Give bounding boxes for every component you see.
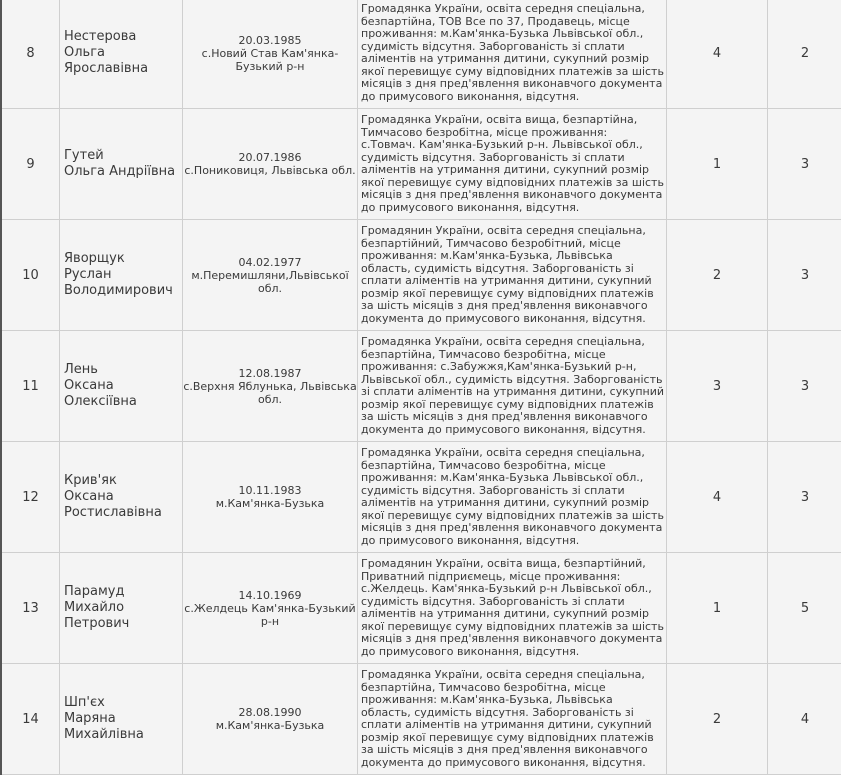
birth-place: с.Желдець Кам'янка-Бузький р-н	[184, 601, 356, 628]
candidate-first-name: Руслан	[64, 267, 112, 282]
birth-date: 12.08.1987	[238, 366, 302, 380]
birth-cell	[183, 553, 358, 664]
value-b: 4	[768, 664, 841, 775]
value-b: 3	[768, 331, 841, 442]
candidate-info: Громадянка України, освіта вища, безпартійна, Тимчасово безробітна, місце проживання: с.Товмач. Кам'янка-Бузький р-н. Львівської обл., судимість відсутня. Заборгованість зі сплати аліментів на утримання дитини, сукупний розмір якої перевищує суму відповідних платежів за шість місяців з дня пред'явлення виконавчого документа до примусового виконання, відсутня.	[358, 109, 667, 220]
candidate-info: Громадянка України, освіта середня спеціальна, безпартійна, ТОВ Все по 37, Продавець, місце проживання: м.Кам'янка-Бузька Львівської обл., судимість відсутня. Заборгованість зі сплати аліментів на утримання дитини, сукупний розмір якої перевищує суму відповідних платежів за шість місяців з дня пред'явлення виконавчого документа до примусового виконання, відсутня.	[358, 0, 667, 109]
value-a: 3	[667, 331, 768, 442]
candidate-patronymic: Володимирович	[64, 283, 173, 298]
birth-date: 14.10.1969	[238, 588, 302, 602]
candidate-surname: Гутей	[64, 148, 104, 163]
candidate-patronymic: Михайлівна	[64, 727, 144, 742]
birth-cell	[183, 331, 358, 442]
value-a: 2	[667, 220, 768, 331]
candidate-patronymic: Ярославівна	[64, 61, 149, 76]
candidate-name	[60, 109, 183, 220]
candidate-first-name: Оксана	[64, 489, 114, 504]
birth-date: 28.08.1990	[238, 706, 302, 719]
birth-cell	[183, 664, 358, 775]
value-b: 5	[768, 553, 841, 664]
candidate-name	[60, 0, 183, 109]
candidate-info: Громадянка України, освіта середня спеціальна, безпартійна, Тимчасово безробітна, місце проживання: м.Кам'янка-Бузька, Львівська область, судимість відсутня. Заборгованість зі сплати аліментів на утримання дитини, сукупний розмір якої перевищує суму відповідних платежів за шість місяців з дня пред'явлення виконавчого документа до примусового виконання, відсутня.	[358, 664, 667, 775]
birth-date: 20.07.1986	[238, 151, 302, 164]
value-a: 1	[667, 553, 768, 664]
value-a: 1	[667, 109, 768, 220]
birth-place: с.Пониковиця, Львівська обл.	[184, 164, 356, 177]
value-b: 2	[768, 0, 841, 109]
row-number: 12	[1, 442, 60, 553]
candidate-first-name: Михайло	[64, 600, 125, 615]
candidate-patronymic: Олексіївна	[64, 394, 137, 409]
candidate-surname: Лень	[64, 362, 98, 377]
row-number: 9	[1, 109, 60, 220]
birth-place: м.Перемишляни,Львівської обл.	[191, 268, 349, 295]
table-row	[1, 0, 841, 109]
value-b: 3	[768, 442, 841, 553]
table-row	[1, 553, 841, 664]
table-row	[1, 664, 841, 775]
candidate-name	[60, 442, 183, 553]
candidate-surname: Крив'як	[64, 473, 117, 488]
table-row	[1, 442, 841, 553]
value-a: 4	[667, 0, 768, 109]
value-b: 3	[768, 220, 841, 331]
candidate-info: Громадянин України, освіта середня спеціальна, безпартійний, Тимчасово безробітний, місце проживання: м.Кам'янка-Бузька, Львівська область, судимість відсутня. Заборгованість зі сплати аліментів на утримання дитини, сукупний розмір якої перевищує суму відповідних платежів за шість місяців з дня пред'явлення виконавчого документа до примусового виконання, відсутня.	[358, 220, 667, 331]
birth-date: 04.02.1977	[238, 255, 302, 269]
candidate-info: Громадянка України, освіта середня спеціальна, безпартійна, Тимчасово безробітна, місце проживання: с.Забужжя,Кам'янка-Бузький р-н, Львівської обл., судимість відсутня. Заборгованість зі сплати аліментів на утримання дитини, сукупний розмір якої перевищує суму відповідних платежів за шість місяців з дня пред'явлення виконавчого документа до примусового виконання, відсутня.	[358, 331, 667, 442]
birth-place: с.Новий Став Кам'янка-Бузький р-н	[201, 46, 339, 73]
birth-cell	[183, 220, 358, 331]
birth-date: 20.03.1985	[238, 33, 302, 47]
birth-place: м.Кам'янка-Бузька	[215, 497, 325, 510]
birth-place: м.Кам'янка-Бузька	[215, 719, 325, 732]
row-number: 8	[1, 0, 60, 109]
candidate-first-name: Маряна	[64, 711, 116, 726]
candidate-name	[60, 220, 183, 331]
birth-cell	[183, 0, 358, 109]
row-number: 13	[1, 553, 60, 664]
table-row	[1, 220, 841, 331]
candidate-name	[60, 664, 183, 775]
row-number: 11	[1, 331, 60, 442]
birth-cell	[183, 442, 358, 553]
row-number: 14	[1, 664, 60, 775]
candidate-first-name: Оксана	[64, 378, 114, 393]
candidate-surname: Парамуд	[64, 584, 125, 599]
candidate-surname: Шп'єх	[64, 695, 105, 710]
candidate-surname: Нестерова	[64, 29, 137, 44]
candidate-surname: Яворщук	[64, 251, 125, 266]
candidate-first-name: Ольга	[64, 45, 105, 60]
birth-date: 10.11.1983	[238, 484, 302, 497]
candidate-patronymic: Петрович	[64, 616, 130, 631]
table-row	[1, 109, 841, 220]
candidate-name	[60, 331, 183, 442]
value-a: 2	[667, 664, 768, 775]
candidate-patronymic: Ростиславівна	[64, 505, 162, 520]
value-a: 4	[667, 442, 768, 553]
birth-cell	[183, 109, 358, 220]
candidate-info: Громадянин України, освіта вища, безпартійний, Приватний підприємець, місце проживання: с.Желдець. Кам'янка-Бузький р-н Львівської обл., судимість відсутня. Заборгованість зі сплати аліментів на утримання дитини, сукупний розмір якої перевищує суму відповідних платежів за шість місяців з дня пред'явлення виконавчого документа до примусового виконання, відсутня.	[358, 553, 667, 664]
row-number: 10	[1, 220, 60, 331]
table-row	[1, 331, 841, 442]
candidate-info: Громадянка України, освіта середня спеціальна, безпартійна, Тимчасово безробітна, місце проживання: м.Кам'янка-Бузька Львівської обл., судимість відсутня. Заборгованість зі сплати аліментів на утримання дитини, сукупний розмір якої перевищує суму відповідних платежів за шість місяців з дня пред'явлення виконавчого документа до примусового виконання, відсутня.	[358, 442, 667, 553]
value-b: 3	[768, 109, 841, 220]
candidate-first-name: Ольга Андріївна	[64, 164, 176, 179]
birth-place: с.Верхня Яблунька, Львівська обл.	[183, 379, 357, 406]
candidate-name	[60, 553, 183, 664]
